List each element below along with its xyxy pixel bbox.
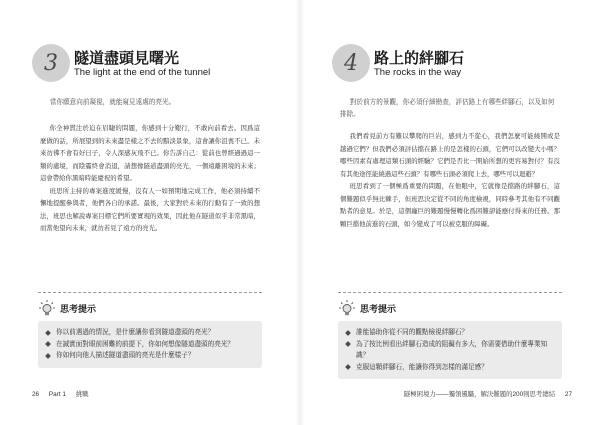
paragraph: 你全神貫注於迫在眉睫的問題，你感到十分艱行，不敢向前看去。因爲這麼做的話，所展望到的未來盡是樣之不去的黯淡景象，這會讓你沮喪不已。未來彷彿不會有好日子，令人深感灰飛不已。你告訴自己：從前也曾經過過這一類的處境，而陰霾終會消退，請想像隧道盡頭的亮光，一個遠離困境的未來；這會帶給你黑暗時能慶祝的希望。 — [40, 124, 260, 182]
part-name: 挑戰 — [75, 391, 89, 398]
tips-title: 思考提示 — [360, 304, 397, 315]
diamond-bullet-icon — [345, 330, 351, 336]
tip-item — [46, 350, 254, 362]
lead-sentence: 對於前方的景觀，你必須仔細勘查，評估路上有哪些絆腳石，以及如何排除。 — [340, 98, 555, 118]
right-page — [300, 0, 600, 425]
diamond-bullet-icon — [345, 341, 351, 347]
tip-text: 你如何向他人描述隧道盡頭的亮光是什麼樣子？ — [56, 351, 195, 359]
thinking-tips-section — [338, 292, 562, 379]
paragraph: 班思看到了一個極爲重要的問題，在他眼中，它就像是擋路的絆腳石，這個難題似乎無比棘手，但班思決定從不同的角度檢視，同時參考其他有不同觀點者的意見。於是，這個龐巨的難題慢慢轉化爲困難卻能應付得來的任務。那顆巨擋他前進的石頭，如今變成了可以被克服的障礙。 — [340, 182, 560, 228]
paragraph: 班思所主持的專案進度緩慢，沒有人一如預期地完成工作，他必須持續不懈地提醒參與者，他們各自的承諾。最後，大家對於未來的行動有了一致的想法，班思也解說專案目標它們所要實現的效果，因此他在隧道似乎非常黑暗，而當他望向未來，就彷若見了遠方的亮光。 — [40, 186, 260, 232]
tip-text: 克服這顆絆腳石，能讓你得到怎樣的滿足感？ — [356, 362, 488, 371]
part-label: Part 1 — [48, 391, 66, 398]
diamond-bullet-icon — [345, 364, 351, 370]
chapter-number-badge: 4 — [332, 44, 370, 82]
thinking-tips-section — [38, 292, 262, 368]
tips-box — [38, 321, 262, 368]
tip-text: 為了按比例看出絆腳石造成的阻礙有多大，你需要借助什麼專業知識？ — [356, 339, 548, 359]
tip-item — [346, 327, 554, 339]
book-title: 隧極困境力——獨領風騷，解決難題的200則思考總結 — [403, 391, 556, 398]
right-footer — [396, 389, 572, 398]
tip-text: 誰能協助你從不同的觀點檢視絆腳石？ — [356, 328, 469, 336]
tip-text: 你以前遇過的情況，是什麼讓你看到隧道盡頭的亮光？ — [56, 328, 215, 336]
left-footer — [32, 389, 97, 398]
chapter-title-zh: 路上的絆腳石 — [374, 49, 465, 67]
tip-item — [346, 339, 554, 362]
page-number: 26 — [32, 391, 40, 398]
page-number: 27 — [564, 391, 572, 398]
tips-box — [338, 321, 562, 379]
tips-title: 思考提示 — [60, 304, 97, 315]
paragraph: 我們看見前方有難以攀爬的巨岩，感到力不從心，我們怎麼可能繞開或是越過它們？但我們必須評估擋在路上的是怎樣的石頭，它們可以改變大小嗎？哪些因素有處理這類石頭的經驗？它們是否比一開始所想的更容易對付？有沒有其他途徑能繞過這些石頭？有哪些石頭必須爬上去，哪些可以迴避？ — [340, 132, 560, 178]
chapter-title-en: The light at the end of the tunnel — [74, 67, 211, 78]
tip-item — [46, 339, 254, 351]
tip-text: 在誠實面對眼前困難的前提下，你如何想像隧道盡頭的亮光？ — [56, 339, 235, 348]
chapter-title-zh: 隧道盡頭見曙光 — [74, 49, 180, 67]
body-text — [40, 122, 260, 235]
tip-item — [46, 327, 254, 339]
diamond-bullet-icon — [45, 330, 51, 336]
lightbulb-icon — [338, 299, 356, 317]
diamond-bullet-icon — [45, 353, 51, 359]
body-text — [340, 130, 560, 230]
chapter-number-badge: 3 — [32, 44, 70, 82]
tip-item — [346, 362, 554, 374]
lead-sentence: 當你願意向前凝視，就能窺見遠處的亮光。 — [49, 98, 176, 106]
diamond-bullet-icon — [45, 341, 51, 347]
lightbulb-icon — [38, 299, 56, 317]
chapter-title-en: The rocks in the way — [374, 67, 462, 78]
